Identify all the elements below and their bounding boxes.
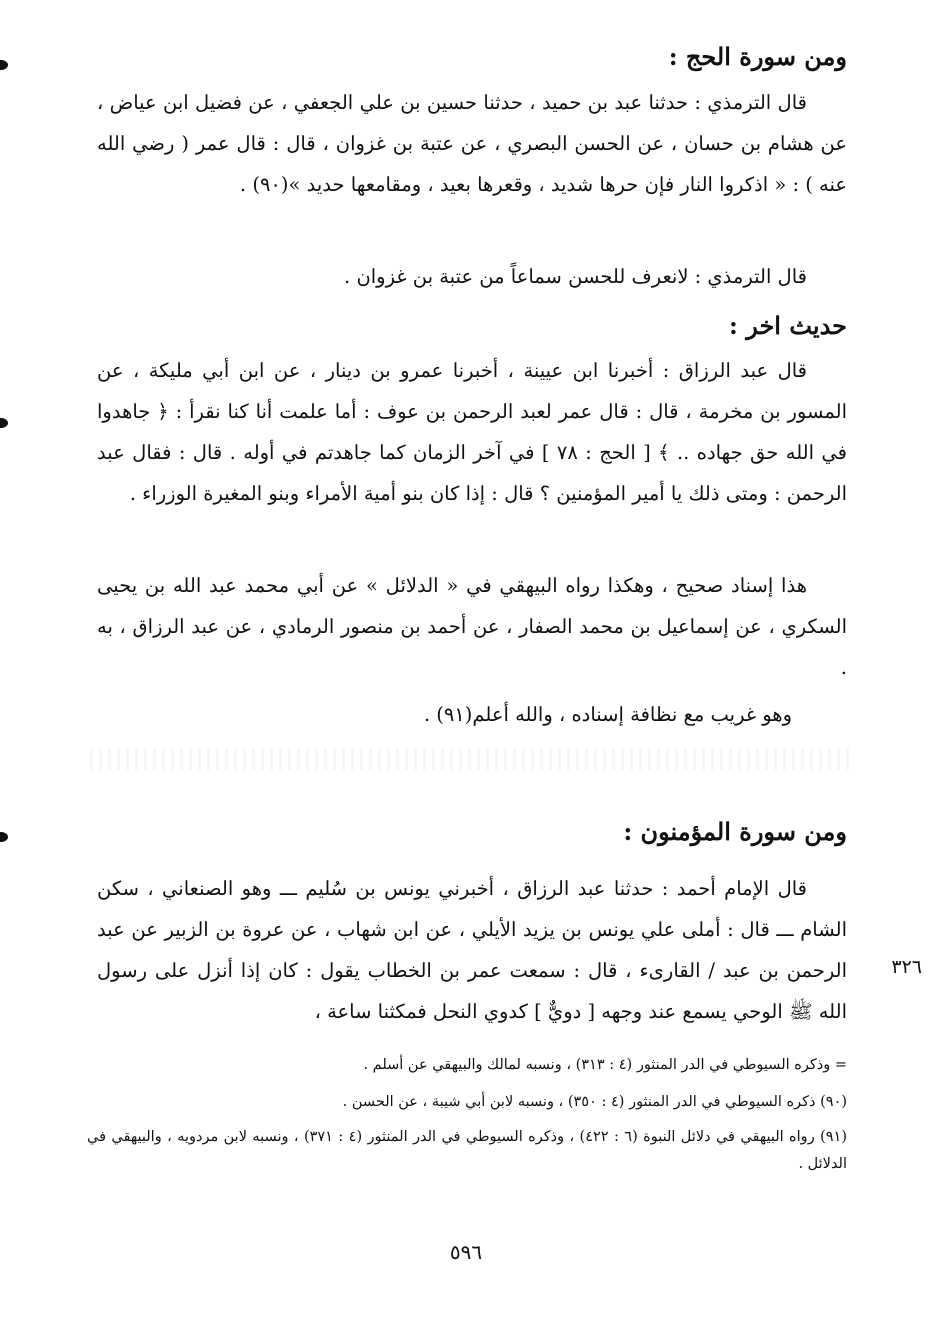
binding-hole-mark	[0, 418, 8, 428]
margin-page-reference: ٣٢٦	[891, 956, 922, 978]
binding-hole-mark	[0, 60, 8, 70]
paragraph-hadith-2: هذا إسناد صحيح ، وهكذا رواه البيهقي في « الدلائل » عن أبي محمد عبد الله بن يحيى السكري ، عن إسماعيل بن محمد الصفار ، عن أحمد بن منصور الرمادي ، عن عبد الرزاق ، به .	[97, 574, 847, 679]
scan-smudge	[90, 748, 850, 770]
paragraph-hajj-1: قال الترمذي : حدثنا عبد بن حميد ، حدثنا حسين بن علي الجعفي ، عن فضيل ابن عياض ، عن هشام بن حسان ، عن الحسن البصري ، عن عتبة بن غزوان ، قال : قال عمر ( رضي الله عنه ) : « اذكروا النار فإن حرها شديد ، وقعرها بعيد ، ومقامعها حديد »(٩٠) .	[97, 91, 847, 196]
paragraph-hadith-1: قال عبد الرزاق : أخبرنا ابن عيينة ، أخبرنا عمرو بن دينار ، عن ابن أبي مليكة ، عن المسور بن مخرمة ، قال : قال عمر لعبد الرحمن بن عوف : أما علمت أنا كنا نقرأ : ﴿ جاهدوا في الله حق جهاده .. ﴾ [ الحج : ٧٨ ] في آخر الزمان كما جاهدتم في أوله . قال : فقال عبد الرحمن : ومتى ذلك يا أمير المؤمنين ؟ قال : إذا كان بنو أمية الأمراء وبنو المغيرة الوزراء .	[97, 359, 847, 505]
footnote-91: (٩١) رواه البيهقي في دلائل النبوة (٦ : ٤٢٢) ، وذكره السيوطي في الدر المنثور (٤ : ٣٧١) ، ونسبه لابن مردويه ، والبيهقي في الدلائل .	[87, 1129, 847, 1172]
section-heading-hajj: ومن سورة الحج :	[668, 42, 847, 71]
paragraph-muminun-1: قال الإمام أحمد : حدثنا عبد الرزاق ، أخبرني يونس بن سُليم ـــ وهو الصنعاني ، سكن الشام ـــ قال : أملى علي يونس بن يزيد الأيلي ، عن ابن شهاب ، عن عروة بن الزبير عن عبد الرحمن بن عبد / القارىء ، قال : سمعت عمر بن الخطاب يقول : كان إذا أنزل على رسول الله ﷺ الوحي يسمع عند وجهه [ دويٌّ ] كدوي النحل فمكثنا ساعة ،	[97, 877, 847, 1023]
section-heading-hadith: حديث اخر :	[729, 311, 847, 340]
paragraph-hajj-2: قال الترمذي : لانعرف للحسن سماعاً من عتبة بن غزوان .	[344, 265, 807, 288]
page-number: ٥٩٦	[449, 1240, 483, 1264]
section-heading-muminun: ومن سورة المؤمنون :	[623, 817, 847, 846]
binding-hole-mark	[0, 832, 8, 842]
footnote-90: (٩٠) ذكره السيوطي في الدر المنثور (٤ : ٣٥٠) ، ونسبه لابن أبي شيبة ، عن الحسن .	[342, 1094, 847, 1110]
paragraph-hadith-3: وهو غريب مع نظافة إسناده ، والله أعلم(٩١) .	[423, 703, 792, 726]
footnote-continuation: = وذكره السيوطي في الدر المنثور (٤ : ٣١٣) ، ونسبه لمالك والبيهقي عن أسلم .	[363, 1057, 847, 1073]
